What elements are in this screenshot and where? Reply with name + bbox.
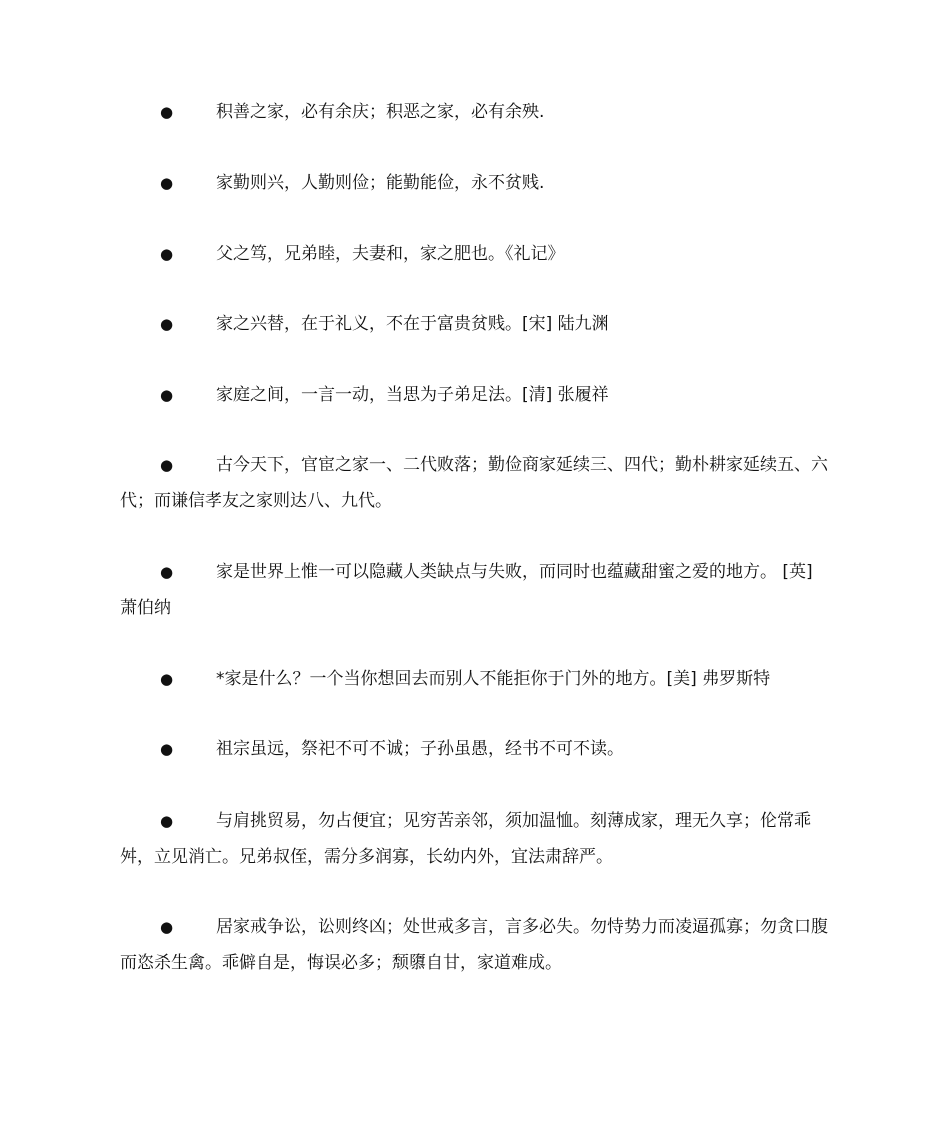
- list-item-text: 家勤则兴，人勤则俭；能勤能俭，永不贫贱.: [216, 173, 545, 193]
- list-item: [120, 803, 830, 875]
- list-item: [120, 554, 830, 626]
- list-item-text: *家是什么？一个当你想回去而别人不能拒你于门外的地方。[美] 弗罗斯特: [216, 669, 771, 689]
- list-item: [120, 377, 830, 413]
- bullet-icon: ●: [160, 456, 174, 474]
- list-item-text: 古今天下，官宦之家一、二代败落；勤俭商家延续三、四代；勤朴耕家延续五、六代；而谦信孝友之家则达八、九代。: [120, 455, 828, 511]
- list-item: [120, 661, 830, 697]
- list-item-text: 祖宗虽远，祭祀不可不诚；子孙虽愚，经书不可不读。: [216, 739, 624, 759]
- bullet-icon: ●: [160, 103, 174, 121]
- list-item-text: 父之笃，兄弟睦，夫妻和，家之肥也。《礼记》: [216, 244, 565, 264]
- list-item: [120, 447, 830, 519]
- list-item: [120, 909, 830, 981]
- bullet-icon: ●: [160, 740, 174, 758]
- list-item-text: 家之兴替，在于礼义，不在于富贵贫贱。[宋] 陆九渊: [216, 314, 609, 334]
- bullet-icon: ●: [160, 918, 174, 936]
- list-item: [120, 236, 830, 272]
- bullet-icon: ●: [160, 670, 174, 688]
- bullet-icon: ●: [160, 563, 174, 581]
- bullet-icon: ●: [160, 174, 174, 192]
- list-item: [120, 306, 830, 342]
- list-item-text: 积善之家，必有余庆；积恶之家，必有余殃.: [216, 102, 545, 122]
- bullet-icon: ●: [160, 315, 174, 333]
- list-item-text: 家庭之间，一言一动，当思为子弟足法。[清] 张履祥: [216, 385, 609, 405]
- list-item-text: 与肩挑贸易，勿占便宜；见穷苦亲邻，须加温恤。刻薄成家，理无久享；伦常乖舛，立见消亡。兄弟叔侄，需分多润寡，长幼内外，宜法肃辞严。: [120, 811, 811, 867]
- list-item: [120, 94, 830, 130]
- bullet-icon: ●: [160, 386, 174, 404]
- list-item-text: 家是世界上惟一可以隐藏人类缺点与失败，而同时也蕴藏甜蜜之爱的地方。 [英] 萧伯纳: [120, 562, 813, 618]
- list-item: [120, 731, 830, 767]
- bullet-icon: ●: [160, 812, 174, 830]
- list-item-text: 居家戒争讼，讼则终凶；处世戒多言，言多必失。勿恃势力而凌逼孤寡；勿贪口腹而恣杀生禽。乖僻自是，悔误必多；颓隳自甘，家道难成。: [120, 917, 828, 973]
- list-item: [120, 165, 830, 201]
- bullet-icon: ●: [160, 245, 174, 263]
